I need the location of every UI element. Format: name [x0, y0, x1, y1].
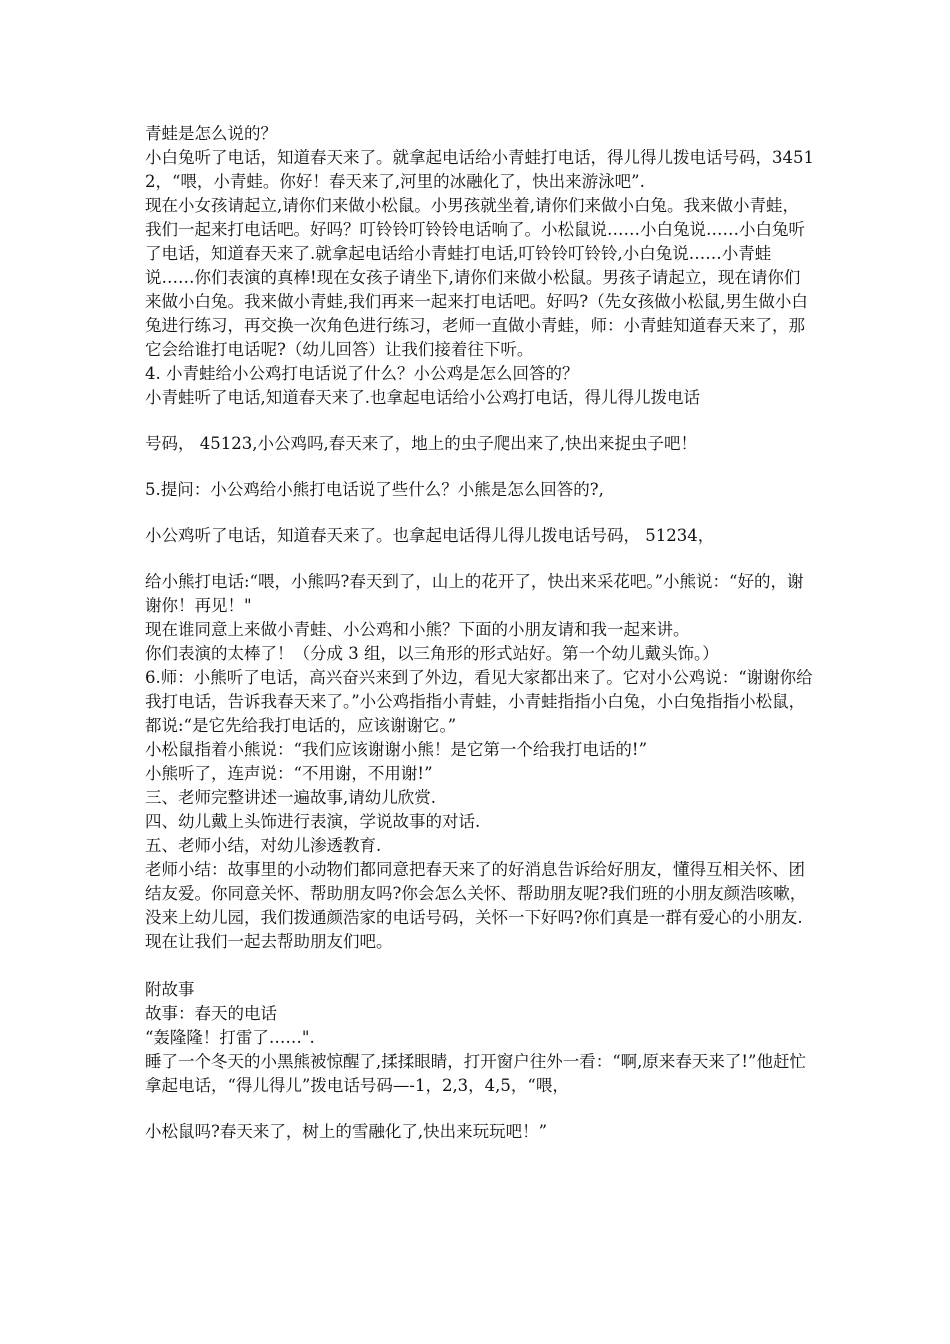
story-bear-call-squirrel: 小松鼠吗?春天来了，树上的雪融化了,快出来玩玩吧！” — [145, 1122, 548, 1141]
paragraph-role-play: 现在小女孩请起立,请你们来做小松鼠。小男孩就坐着,请你们来做小白兔。我来做小青蛙，我们一起来打电话吧。好吗？叮铃铃叮铃铃电话响了。小松鼠说……小白兔说……小白兔听了电话，知道春天来了.就拿起电话给小青蛙打电话,叮铃铃叮铃铃,小白兔说……小青蛙说……你们表演的真棒!现在女孩子请坐下,请你们来做小松鼠。男孩子请起立，现在请你们来做小白兔。我来做小青蛙,我们再来一起来打电话吧。好吗?（先女孩做小松鼠,男生做小白兔进行练习，再交换一次角色进行练习，老师一直做小青蛙，师：小青蛙知道春天来了，那它会给谁打电话呢?（幼儿回答）让我们接着往下听。 — [145, 196, 808, 359]
paragraph-rabbit-call: 小白兔听了电话，知道春天来了。就拿起电话给小青蛙打电话，得儿得儿拨电话号码，34512，“喂，小青蛙。你好！春天来了,河里的冰融化了，快出来游泳吧”. — [145, 148, 814, 191]
document-body — [145, 122, 815, 1144]
paragraph-step-6: 6.师：小熊听了电话，高兴奋兴来到了外边，看见大家都出来了。它对小公鸡说：“谢谢你给我打电话，告诉我春天来了。”小公鸡指指小青蛙，小青蛙指指小白兔，小白兔指指小松鼠，都说:“是它先给我打电话的，应该谢谢它。” — [145, 668, 813, 735]
paragraph-step-4: 4. 小青蛙给小公鸡打电话说了什么？小公鸡是怎么回答的？ — [145, 364, 579, 383]
paragraph-frog-call-number: 号码， 45123,小公鸡吗,春天来了，地上的虫子爬出来了,快出来捉虫子吧！ — [145, 434, 697, 453]
story-thunder: “轰隆隆！打雷了……". — [145, 1028, 315, 1047]
paragraph-step-5: 5.提问：小公鸡给小熊打电话说了些什么？小熊是怎么回答的?, — [145, 480, 604, 499]
appendix-heading: 附故事 — [145, 980, 195, 999]
paragraph-teacher-summary: 老师小结：故事里的小动物们都同意把春天来了的好消息告诉给好朋友，懂得互相关怀、团结友爱。你同意关怀、帮助朋友吗?你会怎么关怀、帮助朋友呢?我们班的小朋友颜浩咳嗽，没来上幼儿园，我们拨通颜浩家的电话号码，关怀一下好吗?你们真是一群有爱心的小朋友.现在让我们一起去帮助朋友们吧。 — [145, 860, 807, 951]
story-title: 故事：春天的电话 — [145, 1004, 277, 1023]
blank-line — [145, 954, 815, 978]
paragraph-volunteers: 现在谁同意上来做小青蛙、小公鸡和小熊？下面的小朋友请和我一起来讲。 — [145, 620, 690, 639]
paragraph-groups: 你们表演的太棒了！（分成 3 组，以三角形的形式站好。第一个幼儿戴头饰。） — [145, 644, 719, 663]
paragraph-section-5: 五、老师小结，对幼儿渗透教育. — [145, 836, 382, 855]
paragraph-bear-reply: 小熊听了，连声说：“不用谢，不用谢!” — [145, 764, 433, 783]
paragraph-frog-call: 小青蛙听了电话,知道春天来了.也拿起电话给小公鸡打电话，得儿得儿拨电话 — [145, 388, 700, 407]
paragraph-section-4: 四、幼儿戴上头饰进行表演，学说故事的对话. — [145, 812, 481, 831]
paragraph-squirrel-says: 小松鼠指着小熊说：“我们应该谢谢小熊！是它第一个给我打电话的!” — [145, 740, 648, 759]
paragraph-frog-question: 青蛙是怎么说的？ — [145, 124, 277, 143]
story-bear-wakes: 睡了一个冬天的小黑熊被惊醒了,揉揉眼睛，打开窗户往外一看：“啊,原来春天来了!”他赶忙拿起电话，“得儿得儿”拨电话号码—-1，2,3，4,5，“喂， — [145, 1052, 806, 1095]
paragraph-rooster-to-bear: 给小熊打电话:“喂，小熊吗?春天到了，山上的花开了，快出来采花吧。”小熊说：“好的，谢谢你！再见！" — [145, 572, 804, 615]
paragraph-section-3: 三、老师完整讲述一遍故事,请幼儿欣赏. — [145, 788, 436, 807]
paragraph-rooster-call: 小公鸡听了电话，知道春天来了。也拿起电话得儿得儿拨电话号码， 51234， — [145, 526, 715, 545]
